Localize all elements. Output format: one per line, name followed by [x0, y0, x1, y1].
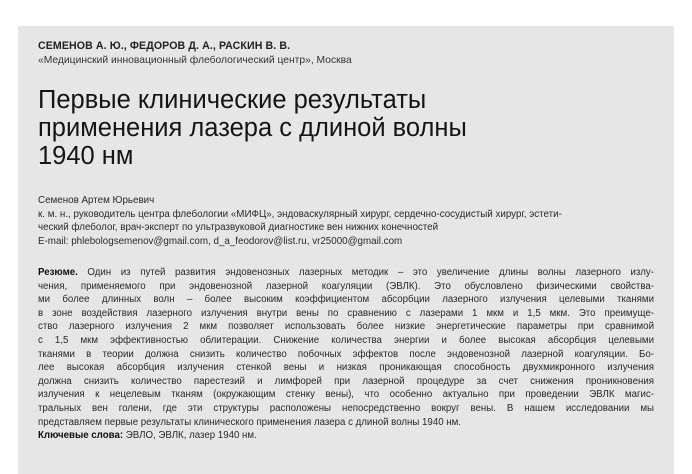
abstract-line: представляем первые результаты клинического применения лазера с длиной волны 1940 нм. — [38, 416, 461, 428]
author-credentials-line: ческий флеболог, врач-эксперт по ультразвуковой диагностике вен нижних конечностей — [38, 222, 439, 234]
keywords-line — [38, 429, 654, 443]
article-title — [38, 86, 467, 170]
abstract-line: с 1,5 мкм эффективностью облитерации. Снижение количества энергии и более высокая абсорбция целевыми — [38, 334, 654, 346]
abstract-line: ми более длинных волн – более высоким коэффициентом абсорбции лазерного излучения целевыми тканями — [38, 294, 654, 306]
abstract-line: тканями в теории должна снизить количество побочных эффектов после эндовенозной лазерной коагуляции. Бо- — [38, 348, 654, 360]
article-title-line: 1940 нм — [38, 142, 134, 170]
keywords-text: ЭВЛО, ЭВЛК, лазер 1940 нм. — [125, 430, 257, 442]
abstract-line: чения, применяемого при эндовенозной лазерной коагуляции (ЭВЛК). Это обусловлено физическими свойства- — [38, 280, 654, 292]
abstract-line: ство лазерного излучения 2 мкм позволяет использовать более низкие энергетические параметры при сравнимой — [38, 321, 654, 333]
keywords-label: Ключевые слова: — [38, 430, 124, 442]
affiliation: «Медицинский инновационный флебологический центр», Москва — [38, 55, 352, 66]
abstract-line — [38, 266, 654, 280]
abstract-line: тральных вен голени, где эти структуры расположены непосредственно вокруг вены. В нашем исследовании мы — [38, 402, 654, 414]
abstract-line: в зоне воздействия лазерного излучения внутри вены по сравнению с лазерами 1 мкм и 1,5 мкм. Это преимуще- — [38, 307, 654, 319]
abstract-label: Резюме. — [38, 267, 78, 278]
article-title-line: применения лазера с длиной волны — [38, 114, 467, 142]
abstract-text: Один из путей развития эндовенозных лазерных методик – это увеличение длины волны лазерного излу- — [87, 267, 654, 278]
abstract — [38, 266, 654, 443]
author-bio — [38, 194, 658, 248]
article-title-line: Первые клинические результаты — [38, 86, 427, 114]
abstract-line: должна снизить количество парестезий и лимфорей при лазерной процедуре за счет снижения проникновения — [38, 375, 654, 387]
abstract-line: излучения к нецелевым тканям (окружающим стенку вены), что особенно актуально при проведении ЭВЛК магис- — [38, 389, 654, 401]
abstract-line: лее высокая абсорбция излучения стенкой вены и низкая проникающая способность двухмикронного излучения — [38, 362, 654, 374]
author-list: СЕМЕНОВ А. Ю., ФЕДОРОВ Д. А., РАСКИН В. В. — [38, 40, 291, 52]
author-credentials-line: к. м. н., руководитель центра флебологии «МИФЦ», эндоваскулярный хирург, сердечно-сосудистый хирург, эстети- — [38, 208, 562, 220]
author-name: Семенов Артем Юрьевич — [38, 195, 155, 206]
author-email: E-mail: phlebologsemenov@gmail.com, d_a_feodorov@list.ru, vr25000@gmail.com — [38, 235, 403, 247]
